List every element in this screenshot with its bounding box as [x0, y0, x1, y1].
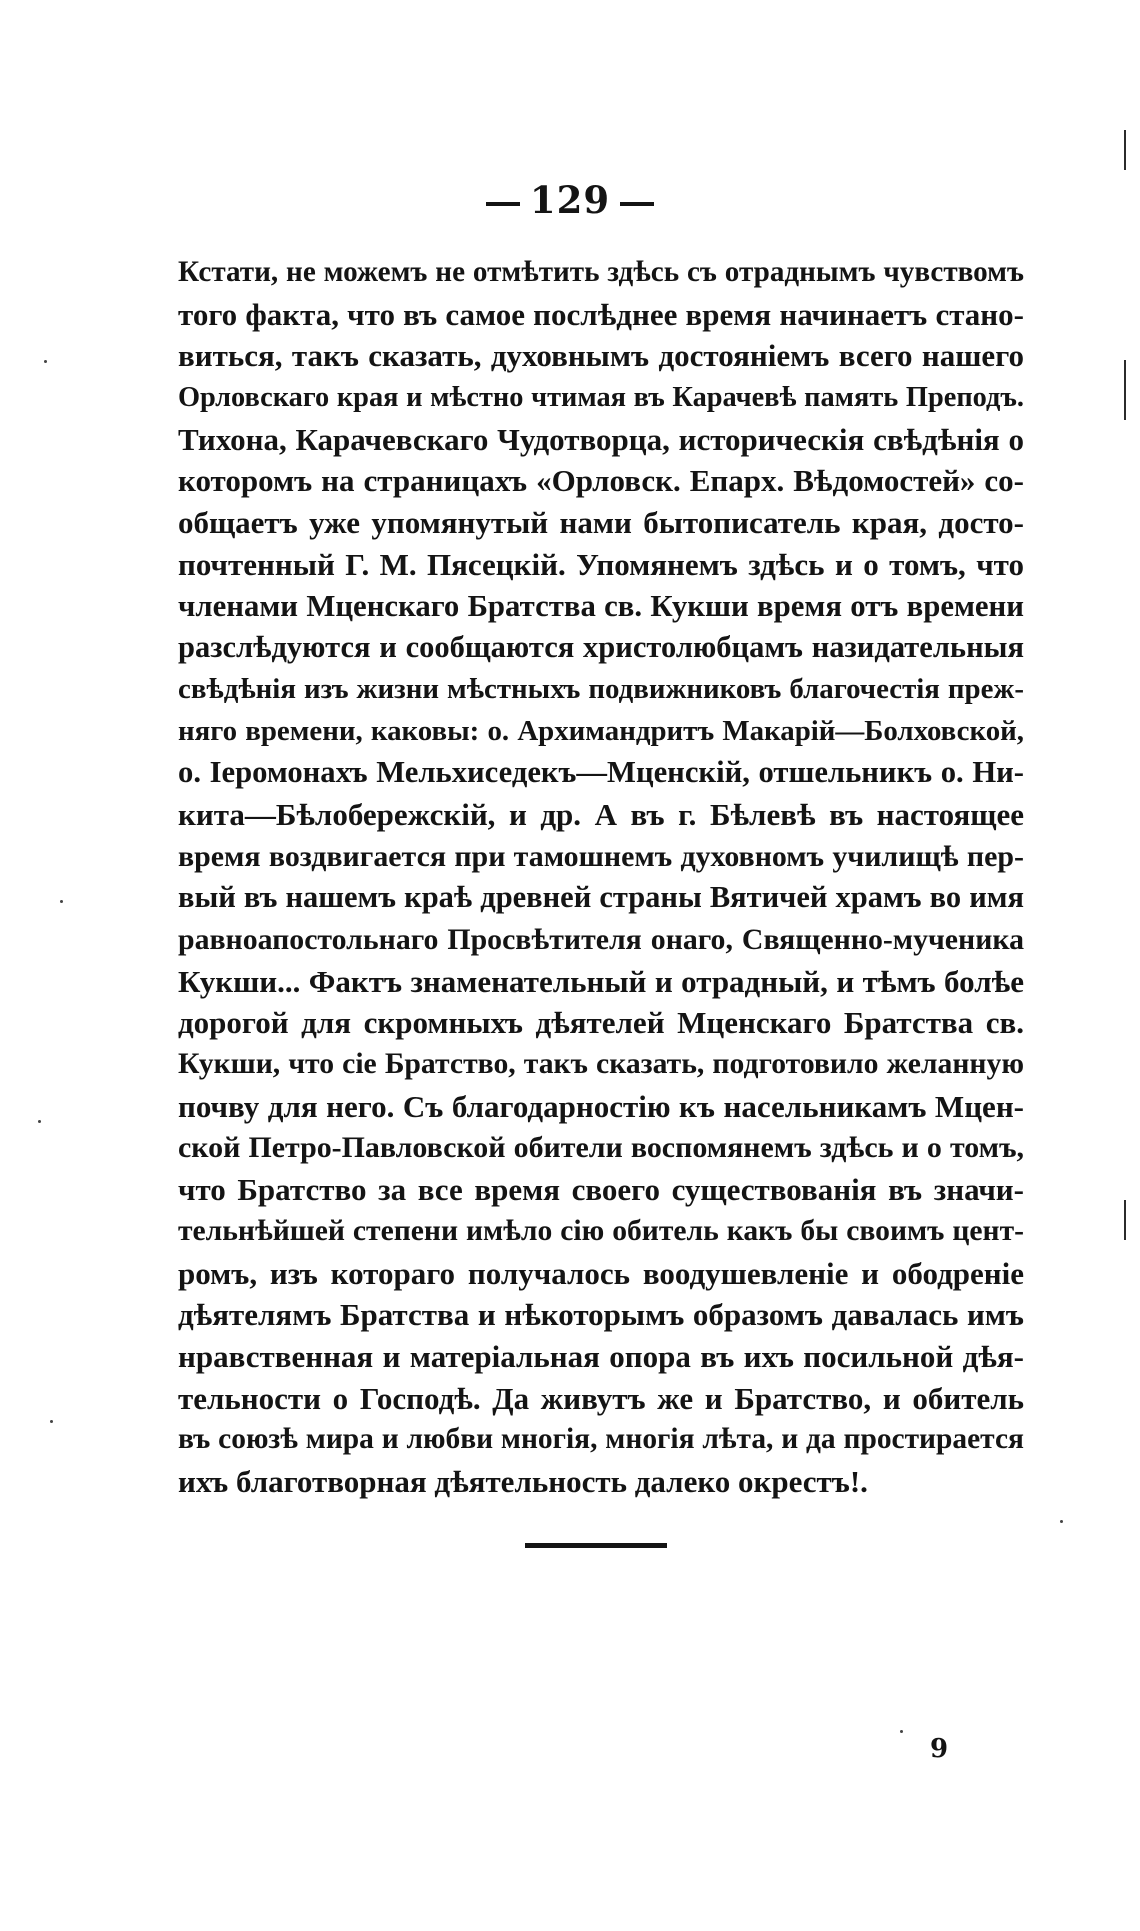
- text-line: о. Іеромонахъ Мельхиседекъ—Мценскій, отшельникъ о. Ни-: [178, 755, 1024, 790]
- page-number: 129: [529, 178, 611, 222]
- scan-speck: [900, 1730, 903, 1733]
- margin-scan-line: [1124, 360, 1126, 420]
- text-line: ской Петро-Павловской обители воспомянемъ здѣсь и о томъ,: [178, 1131, 1024, 1165]
- scan-speck: [50, 1420, 53, 1423]
- text-line: Кукши, что сіе Братство, такъ сказать, подготовило желанную: [178, 1048, 1024, 1081]
- text-line: членами Мценскаго Братства св. Кукши время отъ времени: [178, 588, 1024, 623]
- text-line: дѣятелямъ Братства и нѣкоторымъ образомъ давалась имъ: [178, 1297, 1024, 1333]
- body-text: [178, 252, 1024, 1503]
- scan-speck: [38, 1120, 41, 1123]
- margin-scan-line: [1124, 1200, 1126, 1240]
- text-line: въ союзѣ мира и любви многія, многія лѣта, и да простирается: [178, 1423, 1024, 1456]
- scan-speck: [60, 900, 63, 903]
- text-line: тельности о Господѣ. Да живутъ же и Братство, и обитель: [178, 1380, 1024, 1416]
- text-line: ромъ, изъ котораго получалось воодушевленіе и ободреніе: [178, 1255, 1024, 1291]
- text-line: свѣдѣнія изъ жизни мѣстныхъ подвижниковъ благочестія преж-: [178, 672, 1024, 705]
- page-number-header: [0, 178, 1140, 222]
- text-line: почтенный Г. М. Пясецкій. Упомянемъ здѣсь и о томъ, что: [178, 546, 1024, 582]
- text-line: вый въ нашемъ краѣ древней страны Вятичей храмъ во имя: [178, 880, 1024, 915]
- text-line: дорогой для скромныхъ дѣятелей Мценскаго Братства св.: [178, 1005, 1024, 1041]
- text-line: виться, такъ сказать, духовнымъ достояніемъ всего нашего: [178, 338, 1024, 374]
- text-line: Кукши... Фактъ знаменательный и отрадный, и тѣмъ болѣе: [178, 963, 1024, 999]
- signature-mark: 9: [930, 1734, 949, 1764]
- text-line: нравственная и матеріальная опора въ ихъ посильной дѣя-: [178, 1338, 1024, 1374]
- text-line: няго времени, каковы: о. Архимандритъ Макарій—Болховской,: [178, 714, 1024, 747]
- text-line: общаетъ уже упомянутый нами бытописатель края, досто-: [178, 505, 1024, 541]
- text-line: Тихона, Карачевскаго Чудотворца, историческія свѣдѣнія о: [178, 421, 1024, 457]
- scan-speck: [44, 360, 47, 363]
- text-line: Кстати, не можемъ не отмѣтить здѣсь съ отраднымъ чувствомъ: [178, 256, 1024, 288]
- text-line: разслѣдуются и сообщаются христолюбцамъ назидательныя: [178, 630, 1024, 665]
- margin-scan-line: [1124, 130, 1126, 170]
- text-line: время воздвигается при тамошнемъ духовномъ училищѣ пер-: [178, 839, 1024, 873]
- text-line: равноапостольнаго Просвѣтителя онаго, Священно-мученика: [178, 923, 1024, 956]
- text-line: тельнѣйшей степени имѣло сію обитель какъ бы своимъ цент-: [178, 1214, 1024, 1247]
- text-line: почву для него. Съ благодарностію къ насельникамъ Мцен-: [178, 1088, 1024, 1124]
- scan-speck: [1060, 1520, 1063, 1523]
- header-dash-left: [486, 202, 520, 206]
- text-line: Орловскаго края и мѣстно чтимая въ Карачевѣ память Преподъ.: [178, 382, 1024, 414]
- end-rule: [525, 1543, 667, 1548]
- text-line: ихъ благотворная дѣятельность далеко окрестъ!.: [178, 1463, 868, 1499]
- text-line: которомъ на страницахъ «Орловск. Епарх. Вѣдомостей» со-: [178, 463, 1024, 499]
- header-dash-right: [620, 202, 654, 206]
- text-line: что Братство за все время своего существованія въ значи-: [178, 1172, 1024, 1208]
- text-line: кита—Бѣлобережскій, и др. А въ г. Бѣлевѣ въ настоящее: [178, 796, 1024, 832]
- text-line: того факта, что въ самое послѣднее время начинаетъ стано-: [178, 296, 1024, 332]
